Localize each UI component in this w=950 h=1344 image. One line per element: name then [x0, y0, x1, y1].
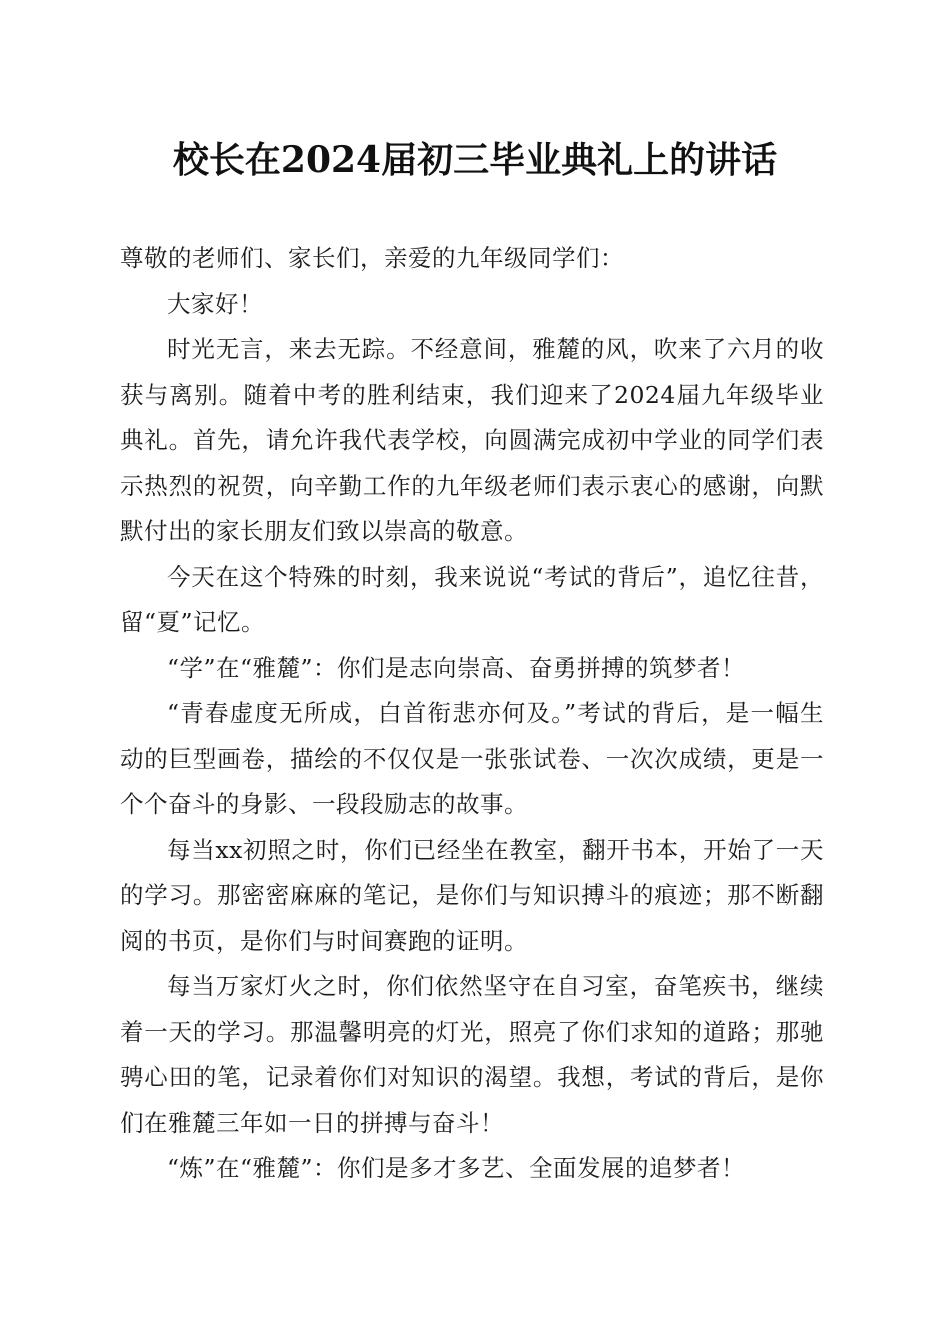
- document-body: [120, 236, 824, 1192]
- paragraph-greeting: 大家好！: [167, 289, 263, 318]
- paragraph-quote: “青春虚度无所成，白首衔悲亦何及。”考试的背后，是一幅生动的巨型画卷，描绘的不仅仅是一张张试卷、一次次成绩，更是一个个奋斗的身影、一段段励志的故事。: [120, 699, 824, 818]
- section-heading-study: “学”在“雅麓”：你们是志向崇高、奋勇拼搏的筑梦者！: [167, 653, 746, 682]
- document-title: 校长在2024届初三毕业典礼上的讲话: [172, 139, 778, 181]
- paragraph-evening: 每当万家灯火之时，你们依然坚守在自习室，奋笔疾书，继续着一天的学习。那温馨明亮的灯光，照亮了你们求知的道路；那驰骋心田的笔，记录着你们对知识的渴望。我想，考试的背后，是你们在雅麓三年如一日的拼搏与奋斗！: [120, 972, 824, 1137]
- paragraph-morning: 每当xx初照之时，你们已经坐在教室，翻开书本，开始了一天的学习。那密密麻麻的笔记，是你们与知识搏斗的痕迹；那不断翻阅的书页，是你们与时间赛跑的证明。: [120, 835, 824, 955]
- section-heading-training: “炼”在“雅麓”：你们是多才多艺、全面发展的追梦者！: [167, 1154, 746, 1182]
- salutation: 尊敬的老师们、家长们，亲爱的九年级同学们：: [120, 244, 624, 272]
- paragraph-opening: 时光无言，来去无踪。不经意间，雅麓的风，吹来了六月的收获与离别。随着中考的胜利结束，我们迎来了2024届九年级毕业典礼。首先，请允许我代表学校，向圆满完成初中学业的同学们表示热烈的祝贺，向辛勤工作的九年级老师们表示衷心的感谢，向默默付出的家长朋友们致以崇高的敬意。: [120, 335, 824, 545]
- paragraph-topic: 今天在这个特殊的时刻，我来说说“考试的背后”，追忆往昔，留“夏”记忆。: [120, 562, 824, 636]
